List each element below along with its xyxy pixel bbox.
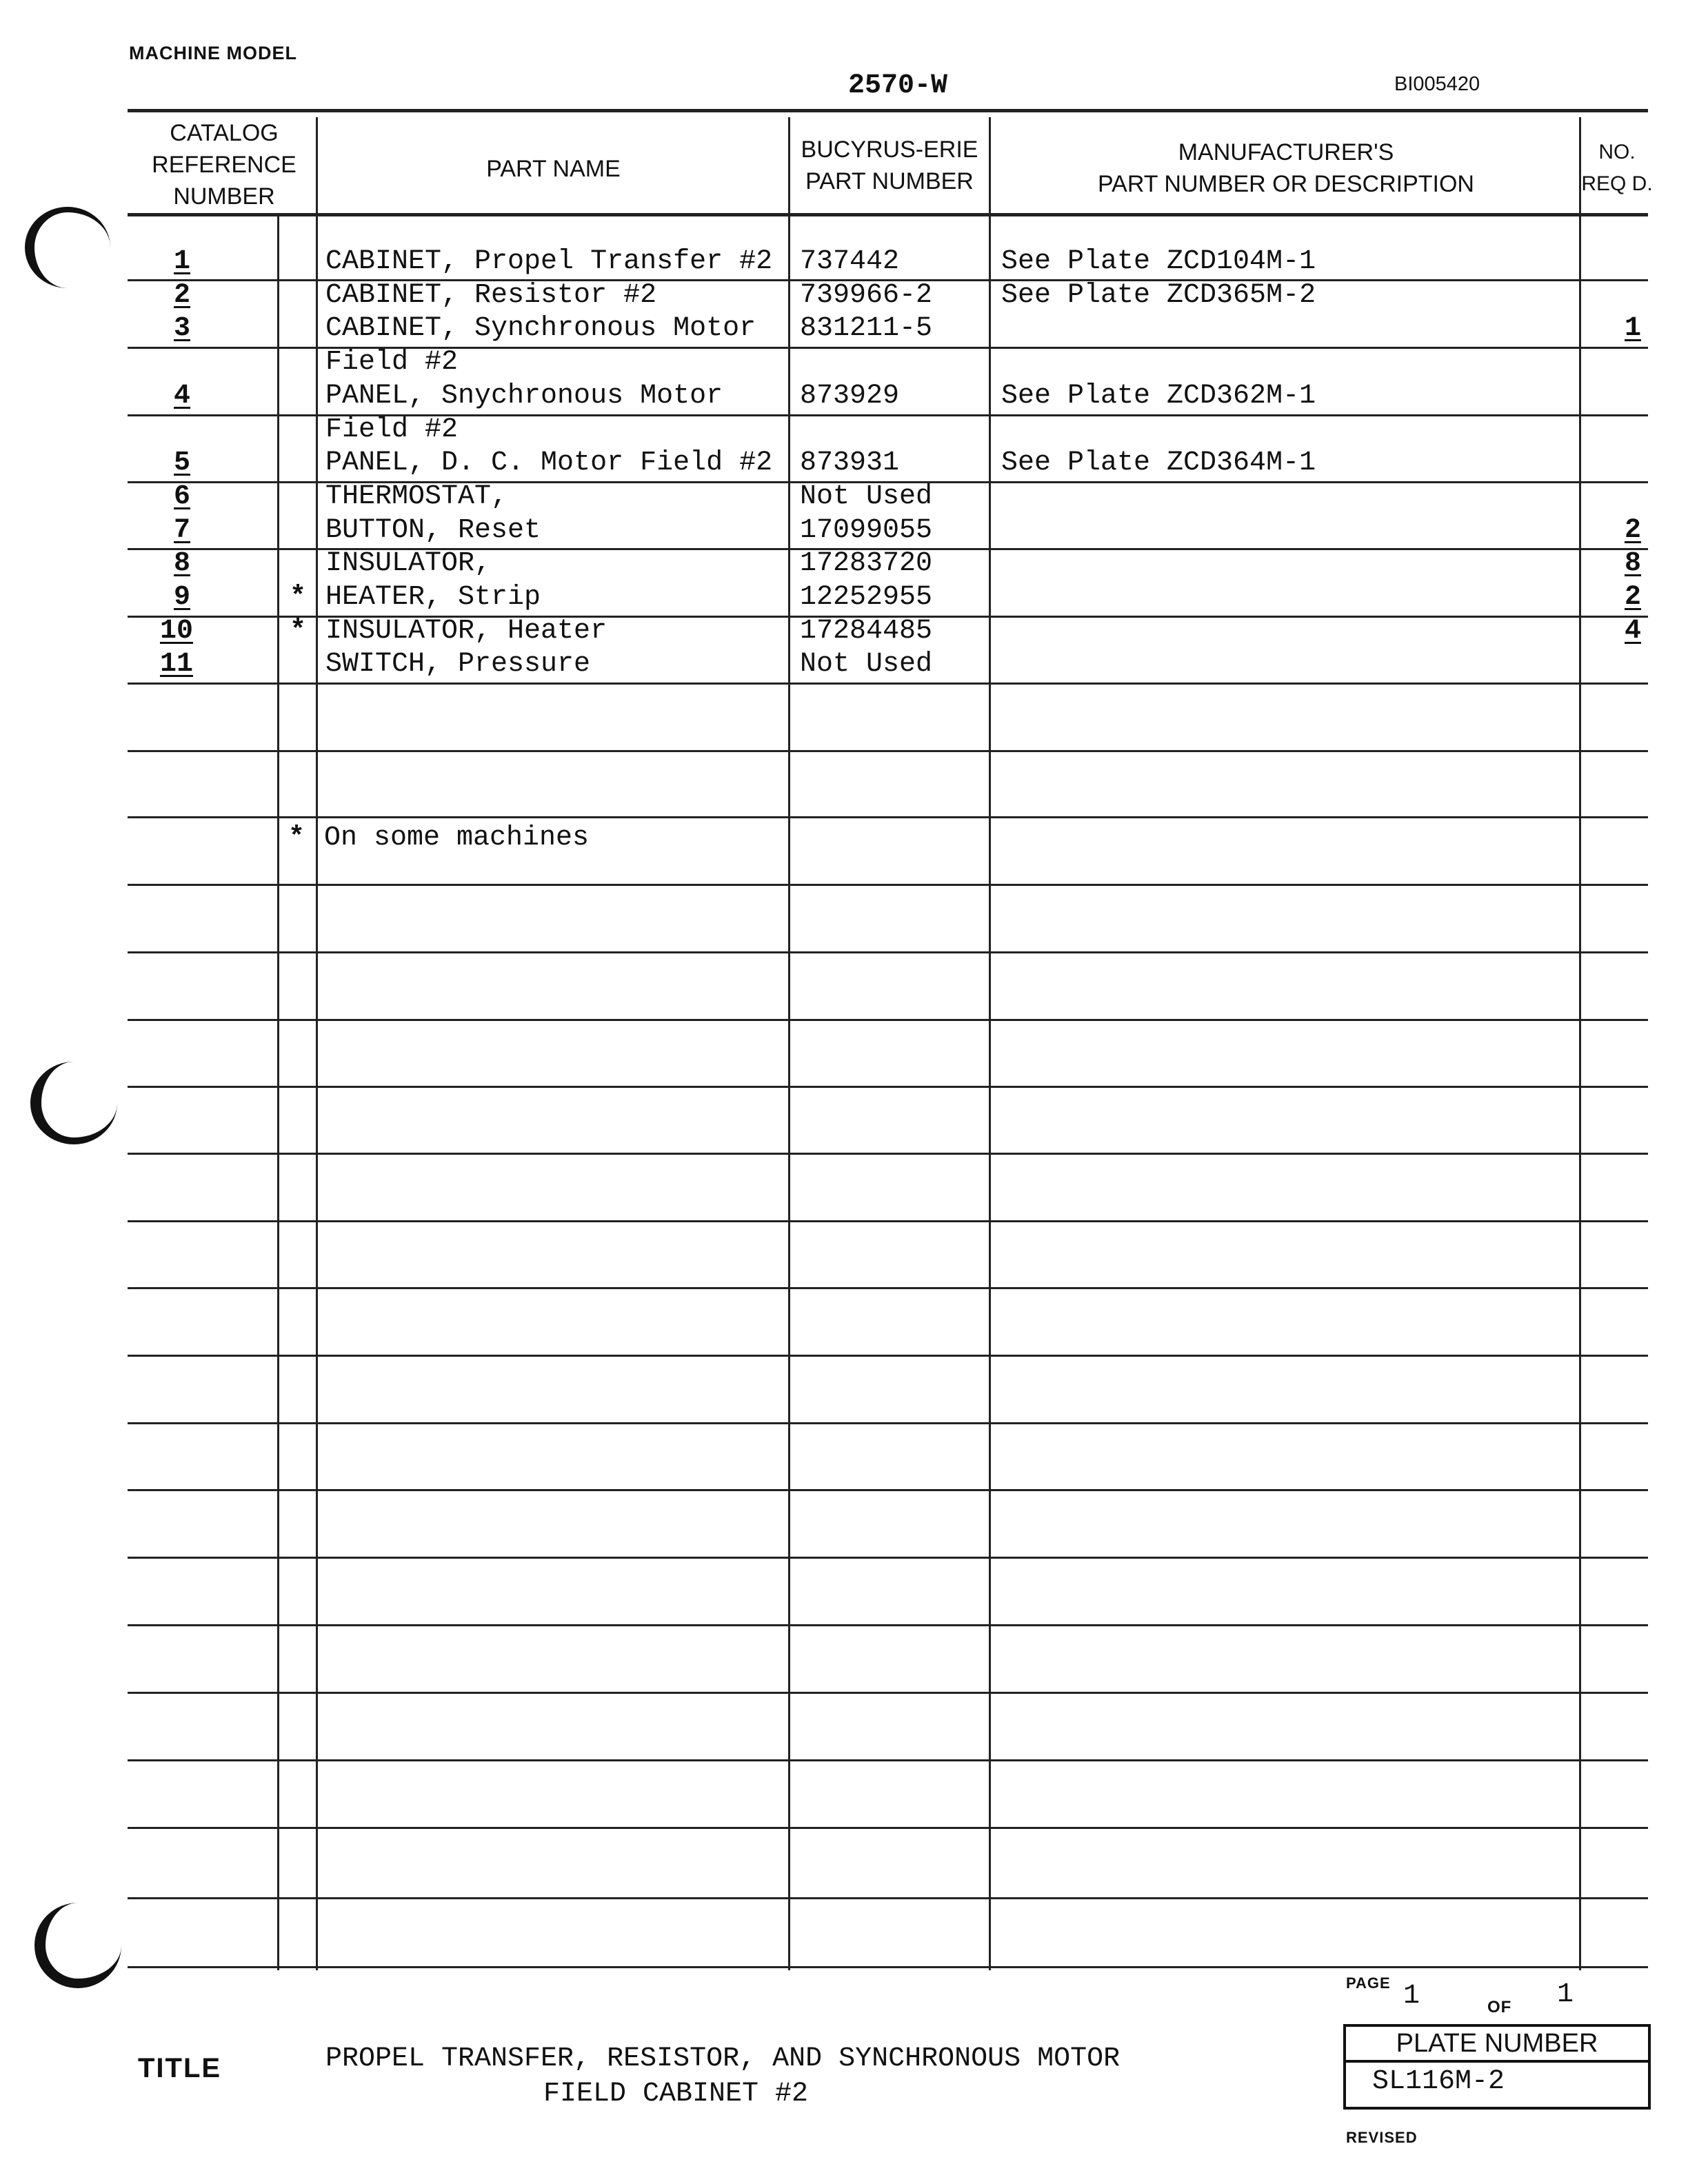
row-part-number: 873929 xyxy=(800,380,900,412)
row-ref-number: 6 xyxy=(174,481,191,512)
row-ref-number: 2 xyxy=(174,279,191,311)
row-part-name: Field #2 xyxy=(325,414,459,445)
row-description: See Plate ZCD104M-1 xyxy=(1001,246,1316,277)
of-label: OF xyxy=(1487,1998,1512,2016)
bucyrus-header-line-2: PART NUMBER xyxy=(805,168,974,194)
row-part-number: 739966-2 xyxy=(800,279,933,311)
row-ref-number: 8 xyxy=(174,548,191,580)
row-ref-number: 1 xyxy=(174,246,191,277)
table-rule xyxy=(128,1557,1648,1559)
manufacturer-header-line-2: PART NUMBER OR DESCRIPTION xyxy=(1098,171,1474,197)
footnote-text: On some machines xyxy=(324,822,590,853)
row-quantity: 2 xyxy=(1625,582,1642,613)
table-rule xyxy=(128,1624,1648,1626)
table-rule xyxy=(128,884,1648,886)
table-rule xyxy=(128,1153,1648,1155)
row-part-name: HEATER, Strip xyxy=(325,582,541,613)
bucyrus-header-line-1: BUCYRUS-ERIE xyxy=(801,136,978,163)
row-ref-number: 5 xyxy=(174,447,191,479)
row-ref-number: 10 xyxy=(160,615,194,647)
row-part-name: PANEL, D. C. Motor Field #2 xyxy=(325,447,773,479)
row-description: See Plate ZCD362M-1 xyxy=(1001,380,1316,412)
manufacturer-header-line-1: MANUFACTURER'S xyxy=(1178,139,1394,165)
table-rule xyxy=(128,1759,1648,1761)
row-part-name: Field #2 xyxy=(325,347,459,378)
row-part-number: 17284485 xyxy=(800,615,933,647)
plate-number-value: SL116M-2 xyxy=(1372,2066,1505,2097)
binder-hole-middle xyxy=(30,1062,117,1144)
row-part-name: PANEL, Snychronous Motor xyxy=(325,380,723,412)
row-ref-number: 11 xyxy=(160,649,194,680)
table-rule xyxy=(128,1489,1648,1491)
table-rule xyxy=(128,1355,1648,1357)
row-part-name: INSULATOR, xyxy=(325,548,492,580)
table-rule xyxy=(128,1897,1648,1899)
row-part-name: CABINET, Synchronous Motor xyxy=(325,313,756,345)
table-rule xyxy=(128,1966,1648,1968)
row-part-number: 737442 xyxy=(800,246,900,277)
row-part-number: 873931 xyxy=(800,447,900,479)
document-id: BI005420 xyxy=(1394,73,1480,95)
title-line-2: FIELD CABINET #2 xyxy=(543,2079,809,2110)
row-part-name: SWITCH, Pressure xyxy=(325,649,591,680)
table-rule xyxy=(128,1287,1648,1289)
row-ref-number: 4 xyxy=(174,380,191,412)
plate-number-box xyxy=(1343,2024,1651,2110)
row-part-number: Not Used xyxy=(800,481,933,512)
row-part-number: 17283720 xyxy=(800,548,933,580)
row-ref-number: 7 xyxy=(174,514,191,546)
page-number: 1 xyxy=(1403,1981,1420,2012)
row-part-name: THERMOSTAT, xyxy=(325,481,508,512)
catalog-header-line-2: REFERENCE xyxy=(152,152,297,178)
row-ref-number: 9 xyxy=(174,582,191,613)
table-rule xyxy=(128,750,1648,752)
binder-hole-bottom xyxy=(34,1903,121,1988)
row-part-name: CABINET, Resistor #2 xyxy=(325,279,657,311)
row-star-marker: * xyxy=(290,615,307,647)
row-part-name: INSULATOR, Heater xyxy=(325,615,607,647)
footnote-star: * xyxy=(288,822,305,853)
header-bottom-rule xyxy=(128,213,1648,216)
table-rule xyxy=(128,682,1648,685)
page-total: 1 xyxy=(1557,1979,1574,2010)
machine-model-label: MACHINE MODEL xyxy=(129,43,297,63)
row-part-number: 12252955 xyxy=(800,582,933,613)
binder-hole-top xyxy=(25,207,110,288)
column-header-part-name: PART NAME xyxy=(486,156,621,182)
table-rule xyxy=(128,951,1648,953)
table-rule xyxy=(128,1422,1648,1424)
catalog-header-line-1: CATALOG xyxy=(170,120,279,146)
row-description: See Plate ZCD364M-1 xyxy=(1001,447,1316,479)
table-rule xyxy=(128,1086,1648,1088)
model-number: 2570-W xyxy=(848,70,948,101)
row-ref-number: 3 xyxy=(174,313,191,345)
row-quantity: 4 xyxy=(1625,615,1642,647)
row-quantity: 8 xyxy=(1625,548,1642,580)
row-quantity: 2 xyxy=(1625,514,1642,546)
column-divider xyxy=(277,213,279,1970)
plate-number-label: PLATE NUMBER xyxy=(1346,2027,1648,2063)
catalog-header-line-3: NUMBER xyxy=(173,183,275,210)
table-rule xyxy=(128,816,1648,818)
column-header-catalog xyxy=(131,117,317,212)
row-quantity: 1 xyxy=(1625,313,1642,345)
row-part-number: Not Used xyxy=(800,649,933,680)
table-rule xyxy=(128,1220,1648,1222)
row-part-name: BUTTON, Reset xyxy=(325,514,541,546)
table-rule xyxy=(128,1827,1648,1829)
row-part-number: 17099055 xyxy=(800,514,933,546)
revised-label: REVISED xyxy=(1346,2129,1418,2146)
title-line-1: PROPEL TRANSFER, RESISTOR, AND SYNCHRONOUS MOTOR xyxy=(325,2043,1121,2074)
column-header-req xyxy=(1579,136,1655,200)
row-part-number: 831211-5 xyxy=(800,313,933,345)
table-rule xyxy=(128,1692,1648,1694)
row-star-marker: * xyxy=(290,582,307,613)
title-label: TITLE xyxy=(138,2053,222,2083)
table-rule xyxy=(128,1019,1648,1021)
row-description: See Plate ZCD365M-2 xyxy=(1001,279,1316,311)
column-header-bucyrus xyxy=(790,134,989,197)
req-header-line-2: REQ D. xyxy=(1581,172,1653,195)
row-part-name: CABINET, Propel Transfer #2 xyxy=(325,246,773,277)
top-rule xyxy=(128,109,1648,112)
column-header-manufacturer xyxy=(989,136,1582,200)
req-header-line-1: NO. xyxy=(1598,141,1636,163)
page-label: PAGE xyxy=(1346,1974,1391,1992)
